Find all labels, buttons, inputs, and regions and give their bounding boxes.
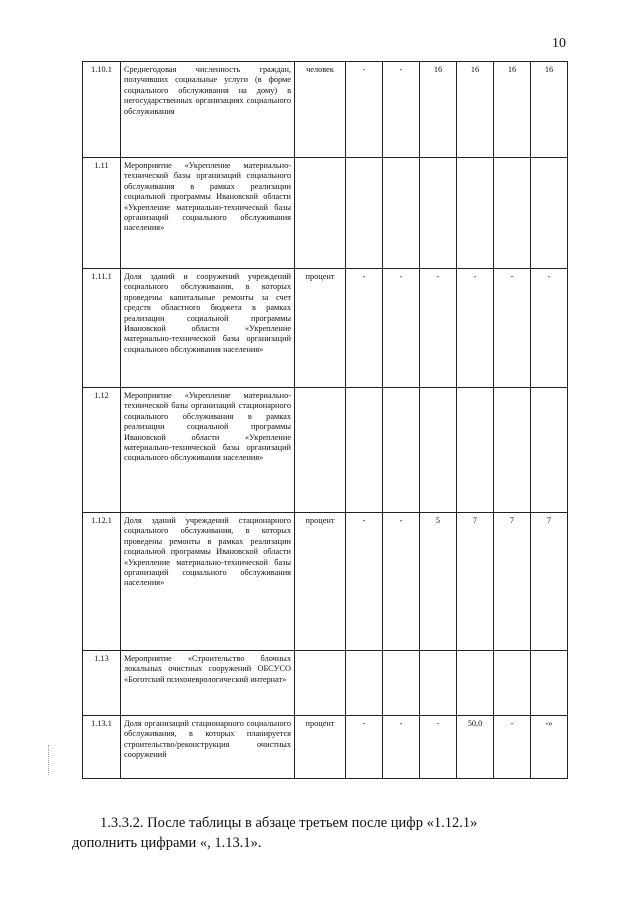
amendment-line-1: 1.3.3.2. После таблицы в абзаце третьем после цифр «1.12.1» [100, 815, 478, 831]
row-value: 5 [420, 513, 457, 651]
row-description: Доля зданий и сооружений учреждений социального обслуживания, в которых проведены капитальные ремонты за счет средств областного бюджета в рамках реализации социальной программы Ивановской области «Укрепление материально-технической базы организаций социального обслуживания населения» [121, 269, 295, 388]
row-value [494, 651, 531, 716]
row-value: - [457, 269, 494, 388]
row-description: Доля организаций стационарного социального обслуживания, в которых планируется строительство/реконструкция очистных сооружений [121, 716, 295, 779]
table-row [83, 716, 568, 779]
row-number: 1.13 [83, 651, 121, 716]
row-value [494, 388, 531, 513]
row-number: 1.12.1 [83, 513, 121, 651]
row-value: - [346, 716, 383, 779]
page-number: 10 [552, 36, 566, 51]
row-unit: процент [295, 269, 346, 388]
row-description: Мероприятие «Строительство блочных локальных очистных сооружений ОБСУСО «Боготский психоневрологический интернат» [121, 651, 295, 716]
row-value [383, 651, 420, 716]
indicators-table [82, 61, 568, 779]
row-description: Мероприятие «Укрепление материально-технической базы организаций стационарного социального обслуживания в рамках реализации социальной программы Ивановской области «Укрепление материально-технической базы организаций социального обслуживания населения» [121, 388, 295, 513]
table-row [83, 513, 568, 651]
row-number: 1.12 [83, 388, 121, 513]
row-number: 1.11.1 [83, 269, 121, 388]
row-unit [295, 158, 346, 269]
amendment-line-2: дополнить цифрами «, 1.13.1». [72, 835, 262, 851]
row-value: - [346, 513, 383, 651]
row-number: 1.11 [83, 158, 121, 269]
row-description: Среднегодовая численность граждан, получивших социальные услуги (в форме социального обслуживания на дому) в негосударственных организациях социального обслуживания [121, 62, 295, 158]
row-number: 1.13.1 [83, 716, 121, 779]
row-value: - [494, 269, 531, 388]
row-value [346, 158, 383, 269]
row-value: - [531, 269, 568, 388]
row-value [383, 388, 420, 513]
row-value: - [383, 62, 420, 158]
table-row [83, 269, 568, 388]
row-value: 16 [420, 62, 457, 158]
row-value [383, 158, 420, 269]
row-unit: человек [295, 62, 346, 158]
margin-mark [48, 745, 53, 775]
row-unit: процент [295, 513, 346, 651]
row-value: - [383, 513, 420, 651]
table-row [83, 388, 568, 513]
row-value: 50,0 [457, 716, 494, 779]
row-value [457, 158, 494, 269]
row-value: 7 [494, 513, 531, 651]
row-value: - [494, 716, 531, 779]
row-value [420, 388, 457, 513]
row-value: 7 [457, 513, 494, 651]
row-value [420, 651, 457, 716]
row-value [457, 651, 494, 716]
row-value: -» [531, 716, 568, 779]
row-value [531, 388, 568, 513]
row-value [420, 158, 457, 269]
row-value [346, 388, 383, 513]
row-value [457, 388, 494, 513]
row-value: 16 [531, 62, 568, 158]
row-number: 1.10.1 [83, 62, 121, 158]
row-value [494, 158, 531, 269]
table-row [83, 651, 568, 716]
table-row [83, 62, 568, 158]
row-value: - [346, 269, 383, 388]
row-value: 16 [494, 62, 531, 158]
amendment-paragraph [72, 813, 570, 853]
row-value: - [420, 716, 457, 779]
row-value: - [383, 269, 420, 388]
row-value [346, 651, 383, 716]
row-unit [295, 388, 346, 513]
row-value: - [420, 269, 457, 388]
row-value: - [346, 62, 383, 158]
row-value [531, 651, 568, 716]
row-value: 7 [531, 513, 568, 651]
row-description: Мероприятие «Укрепление материально-технической базы организаций социального обслуживания в рамках реализации социальной программы Ивановской области «Укрепление материально-технической базы организаций социального обслуживания населения» [121, 158, 295, 269]
table-row [83, 158, 568, 269]
row-unit: процент [295, 716, 346, 779]
row-value [531, 158, 568, 269]
row-unit [295, 651, 346, 716]
row-value: 16 [457, 62, 494, 158]
row-value: - [383, 716, 420, 779]
row-description: Доля зданий учреждений стационарного социального обслуживания, в которых проведены ремонты в рамках реализации социальной программы Ивановской области «Укрепление материально-технической базы организаций социального обслуживания населения» [121, 513, 295, 651]
